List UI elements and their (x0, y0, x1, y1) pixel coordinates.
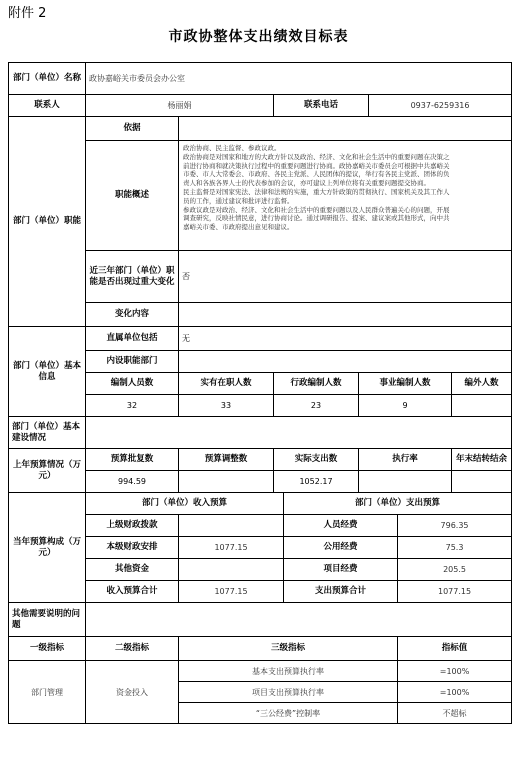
budget-value (359, 471, 452, 493)
income-value (179, 515, 284, 537)
dept-name-label: 部门（单位）名称 (9, 63, 86, 95)
budget-value (452, 471, 512, 493)
indicator-name: 项目支出预算执行率 (179, 682, 398, 703)
basis-label: 依据 (86, 117, 179, 141)
income-value (179, 559, 284, 581)
budget-header: 年末结转结余 (452, 449, 512, 471)
indicator-name: “三公经费”控制率 (179, 703, 398, 724)
budget-header: 预算批复数 (86, 449, 179, 471)
budget-header: 执行率 (359, 449, 452, 471)
subunit-value: 无 (179, 327, 512, 351)
indicator-level1: 部门管理 (9, 661, 86, 724)
subunit-label: 直属单位包括 (86, 327, 179, 351)
change-question-value: 否 (179, 251, 512, 303)
overview-line: 调查研究，反映社情民意，进行协商讨论。通过调研报告、提案、建议案或其他形式，向中共 (183, 214, 450, 223)
expense-value: 205.5 (398, 559, 512, 581)
expense-label: 支出预算合计 (284, 581, 398, 603)
overview-line: 责人和各族各界人士的代表参加的会议，亦可建议上列单位将有关重要问题提交协商。 (183, 179, 430, 188)
expense-label: 项目经费 (284, 559, 398, 581)
income-label: 收入预算合计 (86, 581, 179, 603)
staff-header: 事业编制人数 (359, 373, 452, 395)
page-title: 市政协整体支出绩效目标表 (168, 29, 349, 45)
indicator-header: 一级指标 (9, 637, 86, 661)
change-content-value (179, 303, 512, 327)
last-budget-label: 上年预算情况（万元） (9, 449, 86, 493)
indicator-header: 二级指标 (86, 637, 179, 661)
overview-line: 前进行协商和就决策执行过程中的重要问题进行协商。政协嘉峪关市委员会可根据中共嘉峪关 (183, 161, 450, 170)
budget-value: 994.59 (86, 471, 179, 493)
staff-header: 编制人员数 (86, 373, 179, 395)
construction-label: 部门（单位）基本建设情况 (9, 417, 86, 449)
change-content-label: 变化内容 (86, 303, 179, 327)
change-question-label: 近三年部门（单位）职能是否出现过重大变化 (86, 251, 179, 303)
budget-value (179, 471, 274, 493)
internal-dept-label: 内设职能部门 (86, 351, 179, 373)
staff-header: 编外人数 (452, 373, 512, 395)
basis-value (179, 117, 512, 141)
income-label: 上级财政拨款 (86, 515, 179, 537)
overview-line: 员的工作，通过建议和批评进行监督。 (183, 196, 294, 205)
indicator-name: 基本支出预算执行率 (179, 661, 398, 682)
basic-section-label: 部门（单位）基本信息 (9, 327, 86, 417)
indicator-value: =100% (398, 682, 512, 703)
staff-value: 33 (179, 395, 274, 417)
contact-label: 联系人 (9, 95, 86, 117)
indicator-value: =100% (398, 661, 512, 682)
budget-value: 1052.17 (274, 471, 359, 493)
expense-header: 部门（单位）支出预算 (284, 493, 512, 515)
internal-dept-value (179, 351, 512, 373)
indicator-value: 不超标 (398, 703, 512, 724)
overview-label: 职能概述 (86, 141, 179, 251)
staff-header: 行政编制人数 (274, 373, 359, 395)
staff-value: 32 (86, 395, 179, 417)
other-value (86, 603, 512, 637)
staff-header: 实有在职人数 (179, 373, 274, 395)
other-label: 其他需要说明的问题 (9, 603, 86, 637)
overview-line: 嘉峪关市委、市政府提出意见和建议。 (183, 223, 294, 232)
dept-name-value: 政协嘉峪关市委员会办公室 (86, 63, 512, 95)
phone-value: 0937-6259316 (369, 95, 512, 117)
overview-line: 政治协商是对国家和地方的大政方针以及政治、经济、文化和社会生活中的重要问题在决策之 (183, 152, 450, 161)
indicator-header: 指标值 (398, 637, 512, 661)
income-label: 其他资金 (86, 559, 179, 581)
construction-value (86, 417, 512, 449)
structure-label: 当年预算构成（万元） (9, 493, 86, 603)
income-value: 1077.15 (179, 537, 284, 559)
expense-value: 796.35 (398, 515, 512, 537)
staff-value: 9 (359, 395, 452, 417)
indicator-level2: 资金投入 (86, 661, 179, 724)
indicator-header: 三级指标 (179, 637, 398, 661)
overview-line: 参政议政是对政治、经济、文化和社会生活中的重要问题以及人民群众普遍关心的问题，开展 (183, 205, 450, 214)
income-value: 1077.15 (179, 581, 284, 603)
expense-label: 人员经费 (284, 515, 398, 537)
overview-text (179, 141, 512, 251)
expense-label: 公用经费 (284, 537, 398, 559)
budget-header: 实际支出数 (274, 449, 359, 471)
overview-line: 市委、市人大常委会、市政府、各民主党派、人民团体的提议，举行有各民主党派、团体的负 (183, 170, 450, 179)
overview-line: 政治协商、民主监督、参政议政。 (183, 144, 281, 152)
income-header: 部门（单位）收入预算 (86, 493, 284, 515)
staff-value (452, 395, 512, 417)
expense-value: 1077.15 (398, 581, 512, 603)
staff-value: 23 (274, 395, 359, 417)
expense-value: 75.3 (398, 537, 512, 559)
contact-value: 杨丽娟 (86, 95, 274, 117)
budget-header: 预算调整数 (179, 449, 274, 471)
function-section-label: 部门（单位）职能 (9, 117, 86, 327)
performance-table (8, 62, 512, 724)
overview-line: 民主监督是对国家宪法、法律和法规的实施，重大方针政策的贯彻执行、国家机关及其工作人 (183, 187, 450, 196)
income-label: 本级财政安排 (86, 537, 179, 559)
annex-label: 附件 2 (8, 6, 47, 21)
phone-label: 联系电话 (274, 95, 369, 117)
